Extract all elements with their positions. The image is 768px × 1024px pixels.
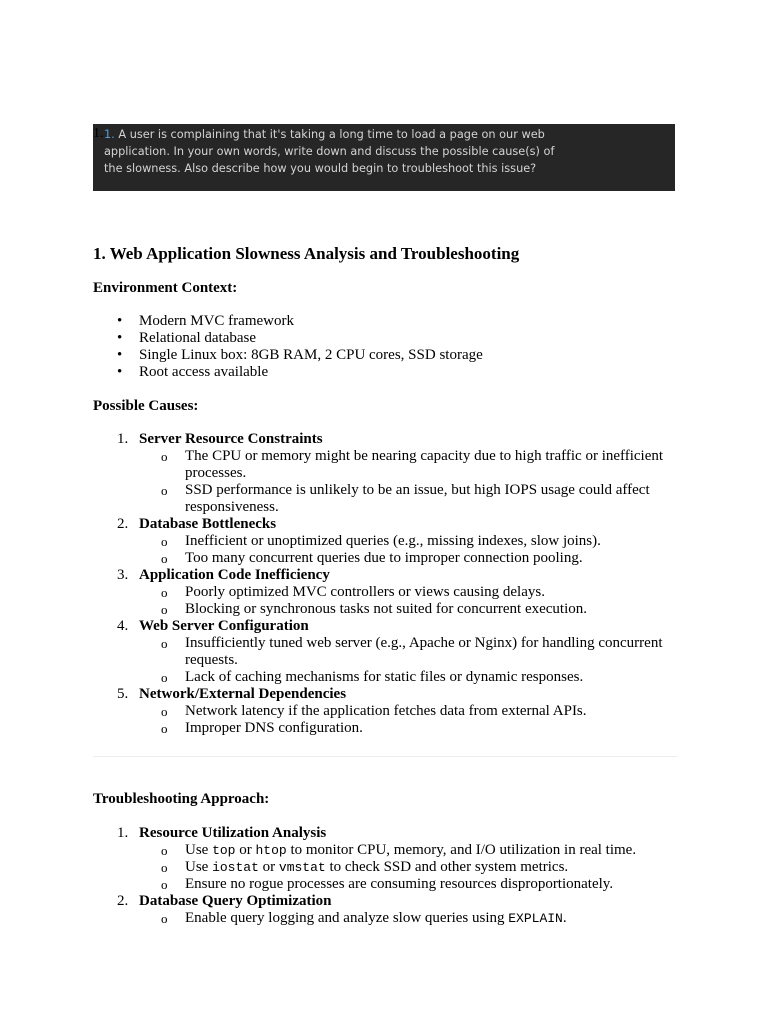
text-fragment: Enable query logging and analyze slow queries using: [185, 910, 509, 926]
list-item: o Network latency if the application fetches data from external APIs.: [185, 703, 677, 720]
cause-number: 3.: [117, 567, 129, 583]
environment-heading: Environment Context:: [93, 280, 238, 296]
list-item: • Root access available: [139, 364, 677, 381]
question-text-container: [104, 126, 564, 178]
cause-item: [117, 686, 677, 737]
troubleshooting-list: [93, 825, 677, 927]
causes-list: [93, 431, 677, 737]
step-title: Resource Utilization Analysis: [139, 825, 327, 841]
environment-list: [93, 313, 677, 381]
list-item: [185, 842, 677, 859]
code-explain: EXPLAIN: [508, 911, 563, 926]
step-subitems: [139, 842, 677, 893]
step-subitems: [139, 910, 677, 927]
causes-heading: Possible Causes:: [93, 398, 199, 414]
list-item: • Single Linux box: 8GB RAM, 2 CPU cores, SSD storage: [139, 347, 677, 364]
cause-number: 1.: [117, 431, 129, 447]
list-item: o Insufficiently tuned web server (e.g., Apache or Nginx) for handling concurrent requests.: [185, 635, 677, 669]
cause-subitems: [139, 533, 677, 567]
troubleshooting-section: [93, 791, 677, 927]
cause-title: Server Resource Constraints: [139, 431, 323, 447]
step-title: Database Query Optimization: [139, 893, 332, 909]
step-item: [117, 825, 677, 893]
cause-item: [117, 516, 677, 567]
cause-subitems: [139, 703, 677, 737]
list-item: o Blocking or synchronous tasks not suited for concurrent execution.: [185, 601, 677, 618]
code-htop: htop: [255, 843, 287, 858]
cause-title: Database Bottlenecks: [139, 516, 277, 532]
page-title: 1. Web Application Slowness Analysis and Troubleshooting: [93, 244, 520, 263]
code-top: top: [212, 843, 236, 858]
text-fragment: Use: [185, 859, 213, 875]
cause-title: Web Server Configuration: [139, 618, 309, 634]
list-item: o Lack of caching mechanisms for static files or dynamic responses.: [185, 669, 677, 686]
code-iostat: iostat: [212, 860, 259, 875]
cause-subitems: [139, 448, 677, 516]
list-item: [185, 910, 677, 927]
list-item: o SSD performance is unlikely to be an issue, but high IOPS usage could affect responsiveness.: [185, 482, 677, 516]
list-item: • Modern MVC framework: [139, 313, 677, 330]
list-item: o The CPU or memory might be nearing capacity due to high traffic or inefficient processes.: [185, 448, 677, 482]
cause-number: 4.: [117, 618, 129, 634]
cause-item: [117, 431, 677, 516]
text-fragment: Use: [185, 842, 213, 858]
list-item: o Poorly optimized MVC controllers or views causing delays.: [185, 584, 677, 601]
section-divider: [93, 756, 677, 757]
question-text: A user is complaining that it's taking a long time to load a page on our web application. In your own words, write down and discuss the possible cause(s) of the slowness. Also describe how you would begin to troubleshoot this issue?: [104, 128, 555, 176]
cause-item: [117, 618, 677, 686]
question-block: [93, 124, 675, 191]
cause-title: Network/External Dependencies: [139, 686, 347, 702]
question-outer-number: 1.: [93, 126, 104, 141]
list-item: [185, 859, 677, 876]
text-fragment: to check SSD and other system metrics.: [325, 859, 569, 875]
text-fragment: .: [562, 910, 567, 926]
list-item: o Improper DNS configuration.: [185, 720, 677, 737]
troubleshooting-heading: Troubleshooting Approach:: [93, 791, 270, 807]
list-item: o Ensure no rogue processes are consuming resources disproportionately.: [185, 876, 677, 893]
cause-subitems: [139, 635, 677, 686]
step-number: 2.: [117, 893, 129, 909]
document-body: [93, 243, 677, 737]
list-item: o Inefficient or unoptimized queries (e.g., missing indexes, slow joins).: [185, 533, 677, 550]
cause-subitems: [139, 584, 677, 618]
step-item: [117, 893, 677, 927]
text-fragment: or: [258, 859, 279, 875]
cause-number: 5.: [117, 686, 129, 702]
question-inner-number: 1.: [104, 128, 115, 141]
step-number: 1.: [117, 825, 129, 841]
code-vmstat: vmstat: [278, 860, 326, 875]
cause-number: 2.: [117, 516, 129, 532]
cause-item: [117, 567, 677, 618]
cause-title: Application Code Inefficiency: [139, 567, 330, 583]
text-fragment: to monitor CPU, memory, and I/O utilization in real time.: [286, 842, 637, 858]
list-item: o Too many concurrent queries due to improper connection pooling.: [185, 550, 677, 567]
text-fragment: or: [235, 842, 256, 858]
list-item: • Relational database: [139, 330, 677, 347]
